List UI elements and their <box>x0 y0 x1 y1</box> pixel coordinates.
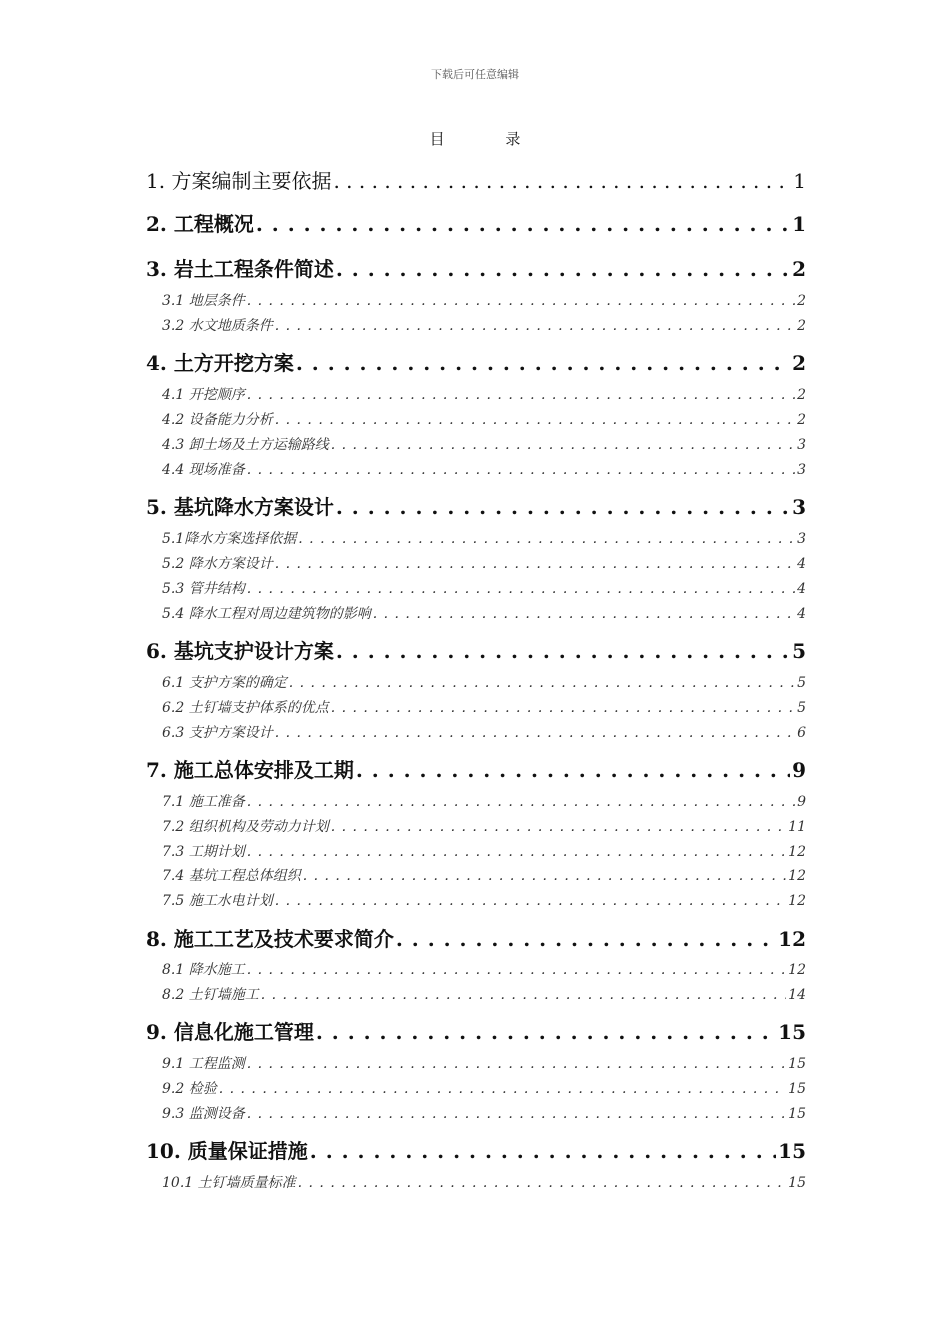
toc-page-number: 2 <box>797 318 806 334</box>
toc-section-entry[interactable] <box>146 579 806 599</box>
toc-entry-label: 1. 方案编制主要依据 <box>146 169 332 193</box>
toc-entry-label: 8.1 降水施工 <box>162 962 245 978</box>
toc-section-entry[interactable] <box>146 842 806 862</box>
toc-page-number: 12 <box>778 927 806 951</box>
toc-entry-label: 4.1 开挖顺序 <box>162 387 245 403</box>
toc-page-number: 12 <box>788 893 806 909</box>
toc-dot-leader <box>275 891 786 911</box>
toc-dot-leader <box>298 1173 787 1193</box>
toc-page-number: 9 <box>792 758 806 782</box>
toc-entry-label: 9.2 检验 <box>162 1081 217 1097</box>
toc-section-entry[interactable] <box>146 460 806 480</box>
toc-page-number: 4 <box>797 606 806 622</box>
toc-page-number: 11 <box>788 819 806 835</box>
toc-dot-leader <box>331 817 786 837</box>
toc-section-entry[interactable] <box>146 817 806 837</box>
toc-section-entry[interactable] <box>146 554 806 574</box>
toc-dot-leader <box>336 638 790 664</box>
toc-page-number: 15 <box>778 1020 806 1044</box>
toc-section-entry[interactable] <box>146 410 806 430</box>
toc-section-entry[interactable] <box>146 960 806 980</box>
toc-entry-label: 5.4 降水工程对周边建筑物的影响 <box>162 606 371 622</box>
toc-dot-leader <box>331 698 795 718</box>
toc-entry-label: 9.3 监测设备 <box>162 1106 245 1122</box>
toc-entry-label: 7. 施工总体安排及工期 <box>146 758 354 782</box>
toc-entry-label: 7.2 组织机构及劳动力计划 <box>162 819 329 835</box>
toc-entry-label: 8. 施工工艺及技术要求简介 <box>146 927 394 951</box>
toc-page-number: 4 <box>797 556 806 572</box>
toc-entry-label: 9.1 工程监测 <box>162 1056 245 1072</box>
toc-section-entry[interactable] <box>146 1104 806 1124</box>
toc-entry-label: 3. 岩土工程条件简述 <box>146 257 334 281</box>
toc-section-entry[interactable] <box>146 316 806 336</box>
toc-page-number: 3 <box>797 531 806 547</box>
toc-entry-label: 7.3 工期计划 <box>162 844 245 860</box>
toc-entry-label: 4.3 卸土场及土方运输路线 <box>162 437 329 453</box>
toc-dot-leader <box>356 757 790 783</box>
toc-dot-leader <box>303 866 786 886</box>
toc-dot-leader <box>289 673 795 693</box>
toc-dot-leader <box>247 960 786 980</box>
toc-chapter-entry[interactable] <box>146 168 806 194</box>
toc-section-entry[interactable] <box>146 985 806 1005</box>
toc-entry-label: 10. 质量保证措施 <box>146 1139 308 1163</box>
toc-entry-label: 4.4 现场准备 <box>162 462 245 478</box>
toc-chapter-entry[interactable] <box>146 211 806 237</box>
toc-dot-leader <box>396 926 776 952</box>
toc-section-entry[interactable] <box>146 698 806 718</box>
toc-section-entry[interactable] <box>146 866 806 886</box>
toc-section-entry[interactable] <box>146 891 806 911</box>
toc-page-number: 2 <box>797 412 806 428</box>
toc-section-entry[interactable] <box>146 723 806 743</box>
toc-entry-label: 3.2 水文地质条件 <box>162 318 273 334</box>
toc-entry-label: 7.4 基坑工程总体组织 <box>162 868 301 884</box>
toc-dot-leader <box>247 842 786 862</box>
toc-entry-label: 8.2 土钉墙施工 <box>162 987 259 1003</box>
toc-dot-leader <box>331 435 795 455</box>
toc-entry-label: 4. 土方开挖方案 <box>146 351 294 375</box>
toc-section-entry[interactable] <box>146 385 806 405</box>
toc-chapter-entry[interactable] <box>146 1019 806 1045</box>
toc-page-number: 9 <box>797 794 806 810</box>
toc-dot-leader <box>275 410 795 430</box>
toc-dot-leader <box>316 1019 776 1045</box>
toc-dot-leader <box>336 494 790 520</box>
toc-section-entry[interactable] <box>146 673 806 693</box>
toc-page-number: 6 <box>797 725 806 741</box>
toc-entry-label: 2. 工程概况 <box>146 212 254 236</box>
toc-entry-label: 7.5 施工水电计划 <box>162 893 273 909</box>
toc-section-entry[interactable] <box>146 1079 806 1099</box>
toc-page-number: 15 <box>788 1081 806 1097</box>
toc-dot-leader <box>373 604 795 624</box>
toc-dot-leader <box>247 792 795 812</box>
toc-entry-label: 5.1降水方案选择依据 <box>162 531 297 547</box>
toc-page-number: 1 <box>792 212 806 236</box>
toc-chapter-entry[interactable] <box>146 757 806 783</box>
toc-entry-label: 5. 基坑降水方案设计 <box>146 495 334 519</box>
toc-entry-label: 4.2 设备能力分析 <box>162 412 273 428</box>
toc-dot-leader <box>247 1054 786 1074</box>
toc-chapter-entry[interactable] <box>146 494 806 520</box>
toc-entry-label: 5.2 降水方案设计 <box>162 556 273 572</box>
toc-dot-leader <box>247 460 795 480</box>
toc-section-entry[interactable] <box>146 792 806 812</box>
toc-page-number: 1 <box>793 169 806 193</box>
toc-entry-label: 6. 基坑支护设计方案 <box>146 639 334 663</box>
toc-section-entry[interactable] <box>146 1054 806 1074</box>
toc-section-entry[interactable] <box>146 435 806 455</box>
toc-dot-leader <box>336 256 790 282</box>
toc-title: 目 录 <box>429 130 549 148</box>
toc-dot-leader <box>296 350 790 376</box>
toc-page-number: 3 <box>797 437 806 453</box>
toc-page-number: 4 <box>797 581 806 597</box>
toc-page-number: 15 <box>788 1056 806 1072</box>
toc-page-number: 12 <box>788 844 806 860</box>
toc-dot-leader <box>298 529 795 549</box>
toc-section-entry[interactable] <box>146 604 806 624</box>
toc-page-number: 2 <box>792 351 806 375</box>
toc-entry-label: 7.1 施工准备 <box>162 794 245 810</box>
toc-entry-label: 5.3 管井结构 <box>162 581 245 597</box>
toc-dot-leader <box>275 554 795 574</box>
toc-entry-label: 10.1 土钉墙质量标准 <box>162 1175 296 1191</box>
toc-dot-leader <box>247 579 795 599</box>
toc-page-number: 5 <box>792 639 806 663</box>
toc-chapter-entry[interactable] <box>146 926 806 952</box>
toc-dot-leader <box>247 1104 786 1124</box>
toc-dot-leader <box>275 723 795 743</box>
toc-page-number: 15 <box>788 1175 806 1191</box>
toc-page-number: 15 <box>778 1139 806 1163</box>
toc-entry-label: 6.2 土钉墙支护体系的优点 <box>162 700 329 716</box>
toc-chapter-entry[interactable] <box>146 350 806 376</box>
toc-entry-label: 6.3 支护方案设计 <box>162 725 273 741</box>
toc-page-number: 15 <box>788 1106 806 1122</box>
toc-chapter-entry[interactable] <box>146 256 806 282</box>
toc-dot-leader <box>333 168 791 194</box>
toc-page-number: 14 <box>788 987 806 1003</box>
page-header: 下载后可任意编辑 <box>431 68 519 81</box>
toc-section-entry[interactable] <box>146 291 806 311</box>
toc-page-number: 5 <box>797 700 806 716</box>
toc-entry-label: 6.1 支护方案的确定 <box>162 675 287 691</box>
toc-page-number: 3 <box>792 495 806 519</box>
toc-chapter-entry[interactable] <box>146 1138 806 1164</box>
toc-page-number: 3 <box>797 462 806 478</box>
toc-dot-leader <box>275 316 795 336</box>
toc-chapter-entry[interactable] <box>146 638 806 664</box>
toc-page-number: 5 <box>797 675 806 691</box>
toc-dot-leader <box>261 985 786 1005</box>
toc-dot-leader <box>256 211 790 237</box>
toc-page-number: 12 <box>788 962 806 978</box>
toc-section-entry[interactable] <box>146 1173 806 1193</box>
toc-dot-leader <box>310 1138 776 1164</box>
toc-page-number: 2 <box>797 387 806 403</box>
toc-dot-leader <box>247 291 795 311</box>
toc-page-number: 12 <box>788 868 806 884</box>
toc-page-number: 2 <box>792 257 806 281</box>
toc-dot-leader <box>219 1079 786 1099</box>
toc-dot-leader <box>247 385 795 405</box>
toc-page-number: 2 <box>797 293 806 309</box>
toc-entry-label: 9. 信息化施工管理 <box>146 1020 314 1044</box>
toc-section-entry[interactable] <box>146 529 806 549</box>
toc-entry-label: 3.1 地层条件 <box>162 293 245 309</box>
